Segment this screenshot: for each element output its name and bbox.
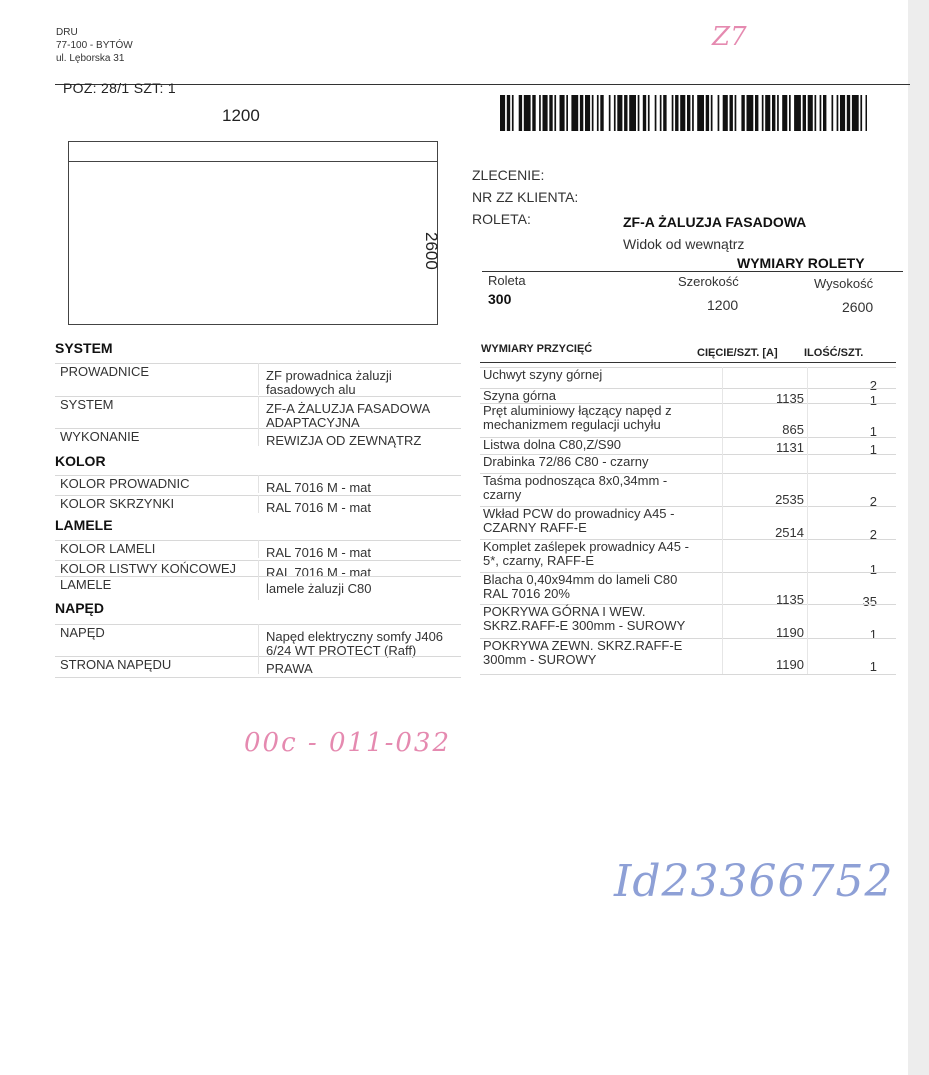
barcode-bar (687, 95, 690, 131)
table-col-divider (258, 495, 259, 513)
barcode-bar (772, 95, 775, 131)
barcode-bar (560, 95, 565, 131)
table-col-divider (258, 560, 259, 576)
barcode-bar (600, 95, 603, 131)
barcode-bar (832, 95, 834, 131)
cuts-col-divider (807, 367, 808, 675)
barcode-bar (803, 95, 806, 131)
header-divider (55, 84, 910, 85)
cut-item-name-line1: Drabinka 72/86 C80 - czarny (483, 454, 649, 469)
col-roleta: Roleta (488, 273, 526, 288)
system-row-value-line1: PRAWA (266, 661, 313, 676)
system-row-label: KOLOR LISTWY KOŃCOWEJ (60, 561, 237, 576)
system-row-label: NAPĘD (60, 625, 105, 640)
company-address (56, 26, 133, 65)
cuts-header-divider (480, 362, 896, 363)
cut-item-name-line2: 300mm - SUROWY (483, 652, 597, 667)
system-row-value (266, 434, 461, 448)
cut-item-name-line2: czarny (483, 487, 522, 502)
cut-item-name-line1: Komplet zaślepek prowadnicy A45 - (483, 539, 689, 554)
barcode-bar (507, 95, 510, 131)
barcode-bar (860, 95, 862, 131)
table-bottom-line (55, 677, 461, 678)
cut-length: 1190 (776, 657, 804, 672)
barcode-bar (847, 95, 850, 131)
cut-quantity: 2 (869, 527, 877, 542)
cut-item-name (483, 573, 723, 601)
cut-length: 2514 (775, 525, 804, 540)
cut-item-name-line1: Wkład PCW do prowadnicy A45 - (483, 506, 675, 521)
cut-item-name-line1: Blacha 0,40x94mm do lameli C80 (483, 572, 678, 587)
barcode-bar (777, 95, 779, 131)
col-szerokosc: Szerokość (678, 274, 739, 289)
col-qty-header: ILOŚĆ/SZT. (804, 347, 864, 359)
cut-quantity: 2 (869, 378, 877, 393)
system-row-value-line1: RAL 7016 M - mat (266, 480, 372, 495)
system-row-value-line1: RAL 7016 M - mat (266, 500, 372, 515)
dimensions-divider (482, 271, 903, 272)
table-col-divider (258, 540, 259, 558)
height-dimension: 2600 (422, 232, 441, 270)
cut-item-name-line2: RAL 7016 20% (483, 586, 570, 601)
barcode-bar (532, 95, 535, 131)
barcode-bar (692, 95, 694, 131)
barcode-bar (549, 95, 552, 131)
cut-quantity: 1 (869, 424, 877, 439)
position-quantity: POZ: 28/1 SZT: 1 (63, 80, 176, 96)
roleta-number: 300 (488, 291, 512, 307)
barcode-bar (837, 95, 839, 131)
barcode-bar (723, 95, 728, 131)
cut-length: 865 (782, 422, 804, 437)
cut-item-name (483, 639, 723, 667)
barcode-bar (614, 95, 616, 131)
system-row-value-line1: Napęd elektryczny somfy J406 (266, 629, 444, 644)
nr-zz-klienta-label: NR ZZ KLIENTA: (472, 189, 579, 205)
barcode-bar (512, 95, 514, 131)
barcode-bar (524, 95, 531, 131)
cut-length: 2535 (775, 492, 804, 507)
system-row-value-line2: fasadowych alu (266, 382, 356, 397)
system-row-value (266, 582, 461, 596)
cut-item-name-line2: CZARNY RAFF-E (483, 520, 587, 535)
barcode-bar (643, 95, 646, 131)
barcode-bar (675, 95, 678, 131)
cut-item-name-line2: mechanizmem regulacji uchyłu (483, 417, 661, 432)
naped-section-title: NAPĘD (55, 600, 105, 616)
barcode-bar (762, 95, 764, 131)
cut-item-name (483, 368, 723, 382)
blind-drawing (68, 141, 438, 325)
system-row-label: KOLOR SKRZYNKI (60, 496, 175, 511)
system-row-value (266, 369, 461, 397)
barcode-bar (554, 95, 556, 131)
cut-item-name (483, 455, 723, 469)
system-row-value (266, 630, 461, 658)
dimensions-title: WYMIARY ROLETY (737, 255, 865, 271)
system-row-value-line1: RAL 7016 M - mat (266, 545, 372, 560)
roleta-value: ZF-A ŻALUZJA FASADOWA (623, 214, 807, 230)
barcode-bar (500, 95, 505, 131)
height-value: 2600 (842, 299, 874, 315)
barcode-bar (660, 95, 662, 131)
cut-item-name-line2: 5*, czarny, RAFF-E (483, 553, 595, 568)
barcode-bar (706, 95, 709, 131)
barcode-bar (782, 95, 787, 131)
system-row-value (266, 402, 461, 430)
address-line-3: ul. Lęborska 31 (56, 53, 125, 64)
cut-quantity: 1 (869, 442, 877, 457)
table-col-divider (258, 656, 259, 674)
barcode-bar (741, 95, 744, 131)
system-row-value-line1: REWIZJA OD ZEWNĄTRZ (266, 433, 422, 448)
barcode-bar (808, 95, 813, 131)
barcode-bar (609, 95, 611, 131)
cut-item-name-line2: SKRZ.RAFF-E 300mm - SUROWY (483, 618, 686, 633)
table-col-divider (258, 363, 259, 395)
barcode-bar (629, 95, 636, 131)
barcode-bar (592, 95, 594, 131)
barcode-bar (730, 95, 733, 131)
handwritten-blue-id: Id23366752 (614, 856, 894, 907)
barcode-bar (823, 95, 826, 131)
cut-quantity: 1 (869, 659, 877, 674)
cut-item-name-line1: Pręt aluminiowy łączący napęd z (483, 403, 672, 418)
system-row-label: SYSTEM (60, 397, 114, 412)
cut-item-name (483, 474, 723, 502)
cuts-bottom-line (480, 674, 896, 675)
barcode-bar (655, 95, 657, 131)
system-row-value-line1: ZF prowadnica żaluzji (266, 368, 392, 383)
barcode-bar (718, 95, 720, 131)
cut-item-name (483, 438, 723, 452)
system-row-value-line2: ADAPTACYJNA (266, 415, 360, 430)
roleta-label: ROLETA: (472, 211, 531, 227)
barcode-bar (866, 95, 868, 131)
barcode-bar (747, 95, 754, 131)
system-row-label: LAMELE (60, 577, 112, 592)
barcode-bar (755, 95, 758, 131)
barcode-bar (820, 95, 822, 131)
zlecenie-label: ZLECENIE: (472, 167, 545, 183)
table-col-divider (258, 475, 259, 493)
barcode-bar (580, 95, 583, 131)
barcode-bar (765, 95, 770, 131)
barcode-bar (539, 95, 541, 131)
cut-quantity: 35 (862, 594, 877, 609)
table-col-divider (258, 624, 259, 656)
cut-item-name-line1: Listwa dolna C80,Z/S90 (483, 437, 622, 452)
barcode-bar (794, 95, 801, 131)
col-cut-header: CIĘCIE/SZT. [A] (697, 347, 778, 359)
barcode-bar (852, 95, 859, 131)
cut-item-name (483, 540, 723, 568)
cut-item-name-line1: Uchwyt szyny górnej (483, 367, 603, 382)
system-row-value-line1: ZF-A ŻALUZJA FASADOWA (266, 401, 431, 416)
barcode-bar (680, 95, 685, 131)
cut-item-name-line1: POKRYWA GÓRNA I WEW. (483, 604, 646, 619)
width-value: 1200 (707, 297, 739, 313)
cut-quantity: 1 (869, 562, 877, 577)
barcode-bar (697, 95, 704, 131)
cut-length: 1190 (776, 625, 804, 640)
cut-quantity: 1 (869, 393, 877, 408)
barcode-bar (519, 95, 522, 131)
scan-margin (908, 0, 929, 1075)
system-row-value-line2: 6/24 WT PROTECT (Raff) (266, 643, 417, 658)
cut-item-name (483, 605, 723, 633)
barcode-bar (638, 95, 640, 131)
lamele-section-title: LAMELE (55, 517, 113, 533)
barcode-bar (566, 95, 568, 131)
system-section-title: SYSTEM (55, 340, 113, 356)
width-dimension: 1200 (222, 106, 260, 125)
barcode-bar (624, 95, 627, 131)
handwritten-z7: Z7 (712, 22, 747, 52)
cut-item-name (483, 389, 723, 403)
barcode-bar (789, 95, 791, 131)
barcode-bar (735, 95, 737, 131)
cut-length: 1131 (776, 440, 804, 455)
cut-item-name (483, 507, 723, 535)
system-row-label: KOLOR PROWADNIC (60, 476, 190, 491)
cut-quantity: 2 (869, 494, 877, 509)
barcode (500, 95, 867, 131)
address-line-2: 77-100 - BYTÓW (56, 40, 133, 51)
table-col-divider (258, 428, 259, 446)
barcode-bar (571, 95, 578, 131)
system-row-value-line1: RAL 7016 M - mat (266, 565, 372, 580)
handwritten-red-code: 00c - 011-032 (244, 728, 451, 758)
table-col-divider (258, 576, 259, 600)
cut-quantity: 1 (869, 627, 877, 642)
system-row-label: STRONA NAPĘDU (60, 657, 172, 672)
cut-item-name-line1: Taśma podnosząca 8x0,34mm - (483, 473, 668, 488)
cut-length: 1135 (776, 391, 804, 406)
system-row-label: PROWADNICE (60, 364, 150, 379)
barcode-bar (840, 95, 845, 131)
system-row-value (266, 566, 461, 580)
barcode-bar (711, 95, 713, 131)
barcode-bar (585, 95, 590, 131)
system-row-label: WYKONANIE (60, 429, 140, 444)
cut-item-name (483, 404, 723, 432)
barcode-bar (672, 95, 674, 131)
view-note: Widok od wewnątrz (623, 236, 745, 252)
cut-item-name-line1: Szyna górna (483, 388, 556, 403)
col-wysokosc: Wysokość (814, 276, 874, 291)
system-row-value (266, 501, 461, 515)
barcode-bar (663, 95, 666, 131)
address-line-1: DRU (56, 27, 78, 38)
cut-length: 1135 (776, 592, 804, 607)
barcode-bar (815, 95, 817, 131)
cut-item-name-line1: POKRYWA ZEWN. SKRZ.RAFF-E (483, 638, 683, 653)
cuts-title: WYMIARY PRZYCIĘĆ (481, 343, 593, 355)
system-row-value (266, 662, 461, 676)
barcode-bar (543, 95, 548, 131)
barcode-bar (597, 95, 599, 131)
barcode-bar (617, 95, 622, 131)
kolor-section-title: KOLOR (55, 453, 106, 469)
system-row-value (266, 546, 461, 560)
system-row-value-line1: lamele żaluzji C80 (266, 581, 372, 596)
barcode-bar (648, 95, 650, 131)
box-outline (69, 161, 437, 162)
cuts-col-divider (722, 367, 723, 675)
system-row-label: KOLOR LAMELI (60, 541, 156, 556)
table-col-divider (258, 396, 259, 428)
system-row-value (266, 481, 461, 495)
